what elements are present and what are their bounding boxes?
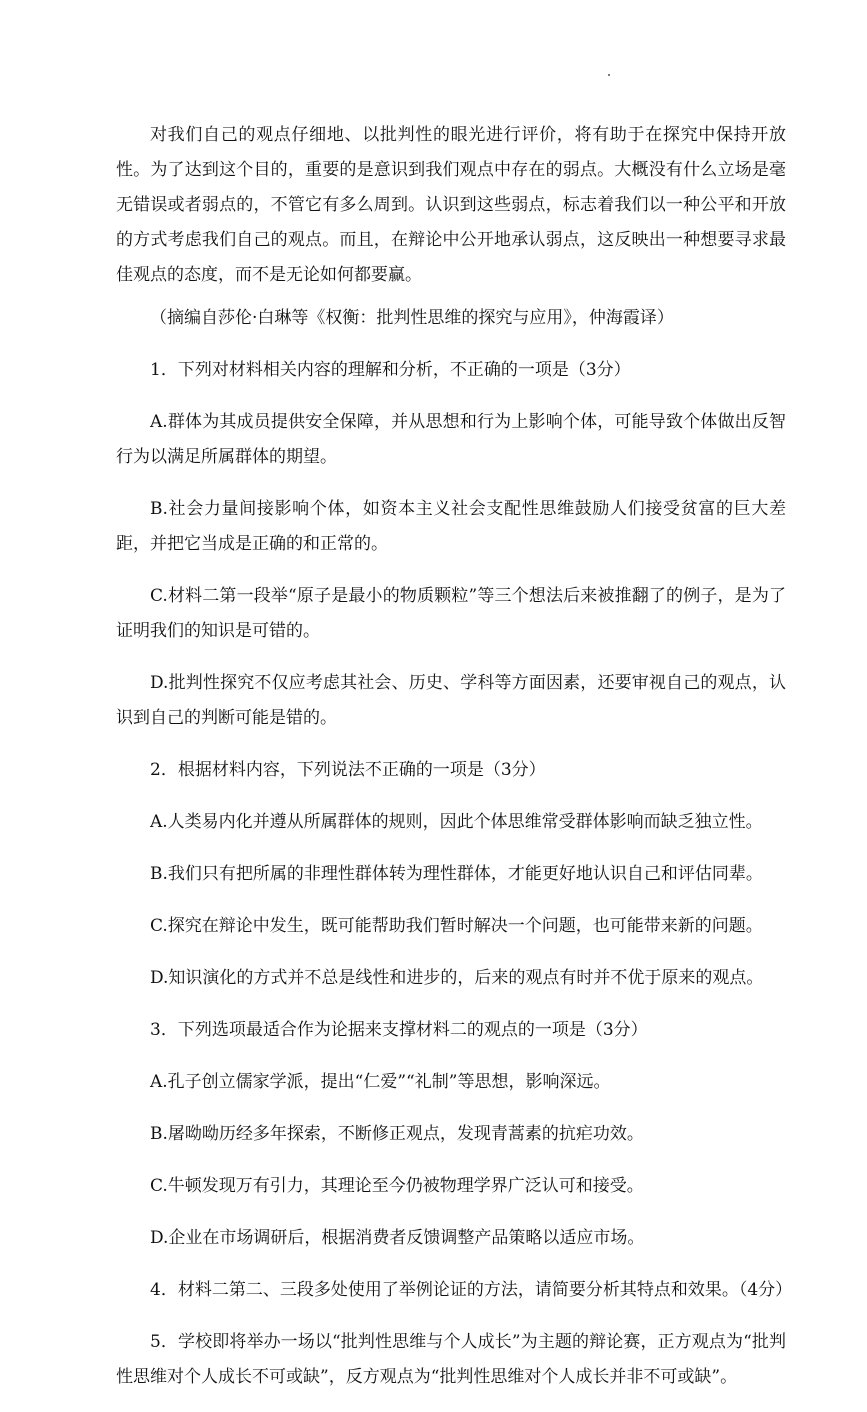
option-d: D.批判性探究不仅应考虑其社会、历史、学科等方面因素，还要审视自己的观点，认识到自己的判断可能是错的。 — [116, 673, 786, 728]
option-c: C.材料二第一段举“原子是最小的物质颗粒”等三个想法后来被推翻了的例子，是为了证明我们的知识是可错的。 — [116, 586, 786, 641]
option-b: B.屠呦呦历经多年探索，不断修正观点，发现青蒿素的抗疟功效。 — [150, 1124, 644, 1144]
question-stem: 1．下列对材料相关内容的理解和分析，不正确的一项是（3分） — [150, 360, 631, 380]
option-b: B.社会力量间接影响个体，如资本主义社会支配性思维鼓励人们接受贫富的巨大差距，并把它当成是正确的和正常的。 — [116, 499, 786, 554]
option-a: A.群体为其成员提供安全保障，并从思想和行为上影响个体，可能导致个体做出反智行为以满足所属群体的期望。 — [116, 412, 786, 467]
question-stem: 3．下列选项最适合作为论据来支撑材料二的观点的一项是（3分） — [150, 1020, 648, 1040]
option-b: B.我们只有把所属的非理性群体转为理性群体，才能更好地认识自己和评估同辈。 — [150, 864, 763, 884]
question-2 — [116, 753, 786, 996]
option-c: C.探究在辩论中发生，既可能帮助我们暂时解决一个问题，也可能带来新的问题。 — [150, 916, 763, 936]
page-content — [116, 118, 793, 1412]
question-3 — [116, 1013, 786, 1256]
question-1 — [116, 353, 786, 736]
option-a: A.孔子创立儒家学派，提出“仁爱”“礼制”等思想，影响深远。 — [150, 1072, 611, 1092]
question-stem: 4．材料二第二、三段多处使用了举例论证的方法，请简要分析其特点和效果。（4分） — [150, 1280, 793, 1300]
option-a: A.人类易内化并遵从所属群体的规则，因此个体思维常受群体影响而缺乏独立性。 — [150, 812, 763, 832]
passage-source: （摘编自莎伦·白琳等《权衡：批判性思维的探究与应用》，仲海霞译） — [150, 308, 674, 328]
option-d: D.企业在市场调研后，根据消费者反馈调整产品策略以适应市场。 — [150, 1228, 645, 1248]
question-stem: 5．学校即将举办一场以“批判性思维与个人成长”为主题的辩论赛，正方观点为“批判性思维对个人成长不可或缺”，反方观点为“批判性思维对个人成长并非不可或缺”。 — [116, 1332, 786, 1387]
option-c: C.牛顿发现万有引力，其理论至今仍被物理学界广泛认可和接受。 — [150, 1176, 644, 1196]
scan-speck — [608, 74, 610, 76]
question-4 — [116, 1273, 793, 1308]
option-d: D.知识演化的方式并不总是线性和进步的，后来的观点有时并不优于原来的观点。 — [150, 968, 764, 988]
passage-paragraph: 对我们自己的观点仔细地、以批判性的眼光进行评价，将有助于在探究中保持开放性。为了达到这个目的，重要的是意识到我们观点中存在的弱点。大概没有什么立场是毫无错误或者弱点的，不管它有多么周到。认识到这些弱点，标志着我们以一种公平和开放的方式考虑我们自己的观点。而且，在辩论中公开地承认弱点，这反映出一种想要寻求最佳观点的态度，而不是无论如何都要赢。 — [116, 125, 786, 285]
question-5 — [116, 1325, 786, 1395]
question-stem: 2．根据材料内容，下列说法不正确的一项是（3分） — [150, 760, 546, 780]
